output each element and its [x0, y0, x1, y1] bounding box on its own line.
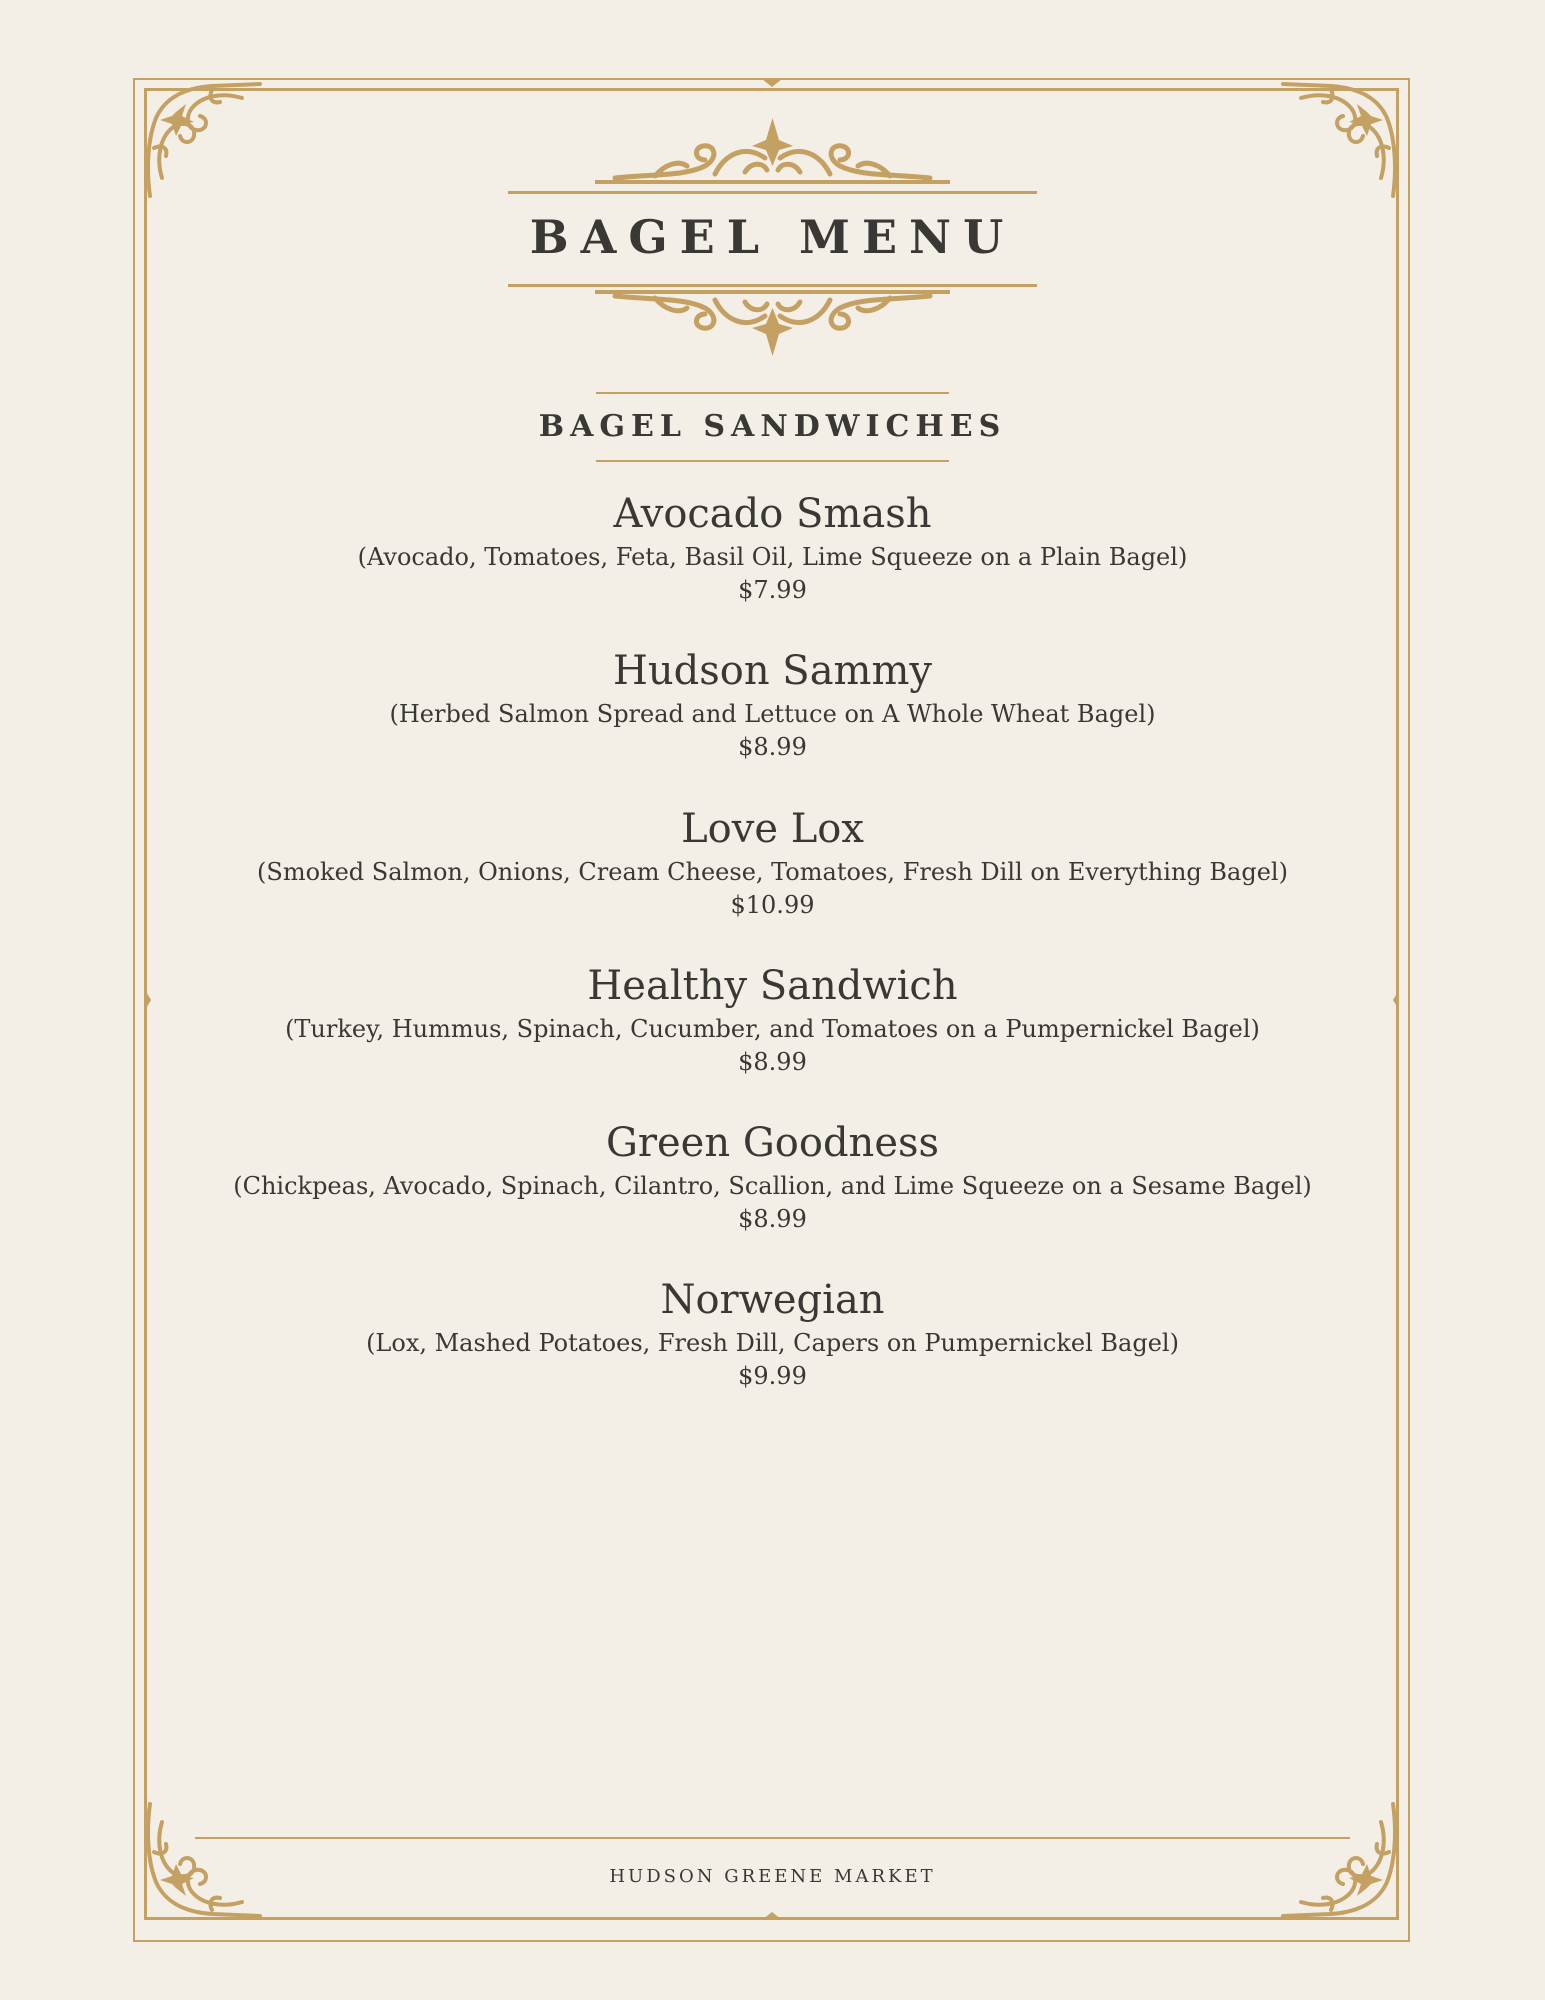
item-name: Healthy Sandwich: [587, 962, 958, 1009]
footer-rule: [195, 1837, 1350, 1839]
corner-flourish-icon: [142, 78, 262, 198]
top-notch-ornament: [762, 79, 782, 87]
menu-item: [0, 487, 1545, 644]
title-top-rule: [508, 191, 1037, 194]
corner-flourish-icon: [1281, 1802, 1401, 1922]
menu-item: [0, 644, 1545, 801]
section-bottom-rule: [596, 460, 949, 462]
bottom-notch-ornament: [762, 1912, 782, 1920]
item-description: (Turkey, Hummus, Spinach, Cucumber, and Tomatoes on a Pumpernickel Bagel): [285, 1014, 1260, 1043]
corner-flourish-icon: [142, 1802, 262, 1922]
flourish-ornament-icon: [595, 114, 950, 184]
item-name: Hudson Sammy: [612, 648, 933, 695]
title-bottom-rule: [508, 284, 1037, 287]
menu-item-list: [0, 487, 1545, 1431]
item-name: Avocado Smash: [613, 491, 932, 537]
item-price: $8.99: [738, 1047, 807, 1076]
item-name: Green Goodness: [605, 1120, 940, 1167]
menu-item: [0, 1273, 1545, 1430]
item-name: Norwegian: [660, 1277, 885, 1324]
item-description: (Smoked Salmon, Onions, Cream Cheese, Tomatoes, Fresh Dill on Everything Bagel): [257, 857, 1288, 886]
item-price: $7.99: [738, 576, 807, 604]
menu-item: [0, 802, 1545, 959]
item-description: (Herbed Salmon Spread and Lettuce on A Whole Wheat Bagel): [389, 700, 1156, 729]
corner-flourish-icon: [1281, 78, 1401, 198]
menu-title: BAGEL MENU: [529, 210, 1016, 264]
section-title: BAGEL SANDWICHES: [538, 409, 1007, 444]
item-description: (Chickpeas, Avocado, Spinach, Cilantro, Scallion, and Lime Squeeze on a Sesame Bagel): [233, 1172, 1312, 1201]
section-top-rule: [596, 392, 949, 394]
item-price: $8.99: [738, 1205, 807, 1234]
item-name: Love Lox: [681, 805, 864, 852]
footer-business-name: HUDSON GREENE MARKET: [609, 1866, 936, 1887]
flourish-ornament-icon: [595, 290, 950, 360]
menu-item: [0, 1116, 1545, 1273]
item-price: $10.99: [730, 890, 815, 919]
item-description: (Avocado, Tomatoes, Feta, Basil Oil, Lime Squeeze on a Plain Bagel): [357, 543, 1188, 571]
item-price: $9.99: [738, 1362, 807, 1391]
item-description: (Lox, Mashed Potatoes, Fresh Dill, Capers on Pumpernickel Bagel): [366, 1329, 1179, 1358]
menu-item: [0, 959, 1545, 1116]
item-price: $8.99: [738, 733, 807, 762]
